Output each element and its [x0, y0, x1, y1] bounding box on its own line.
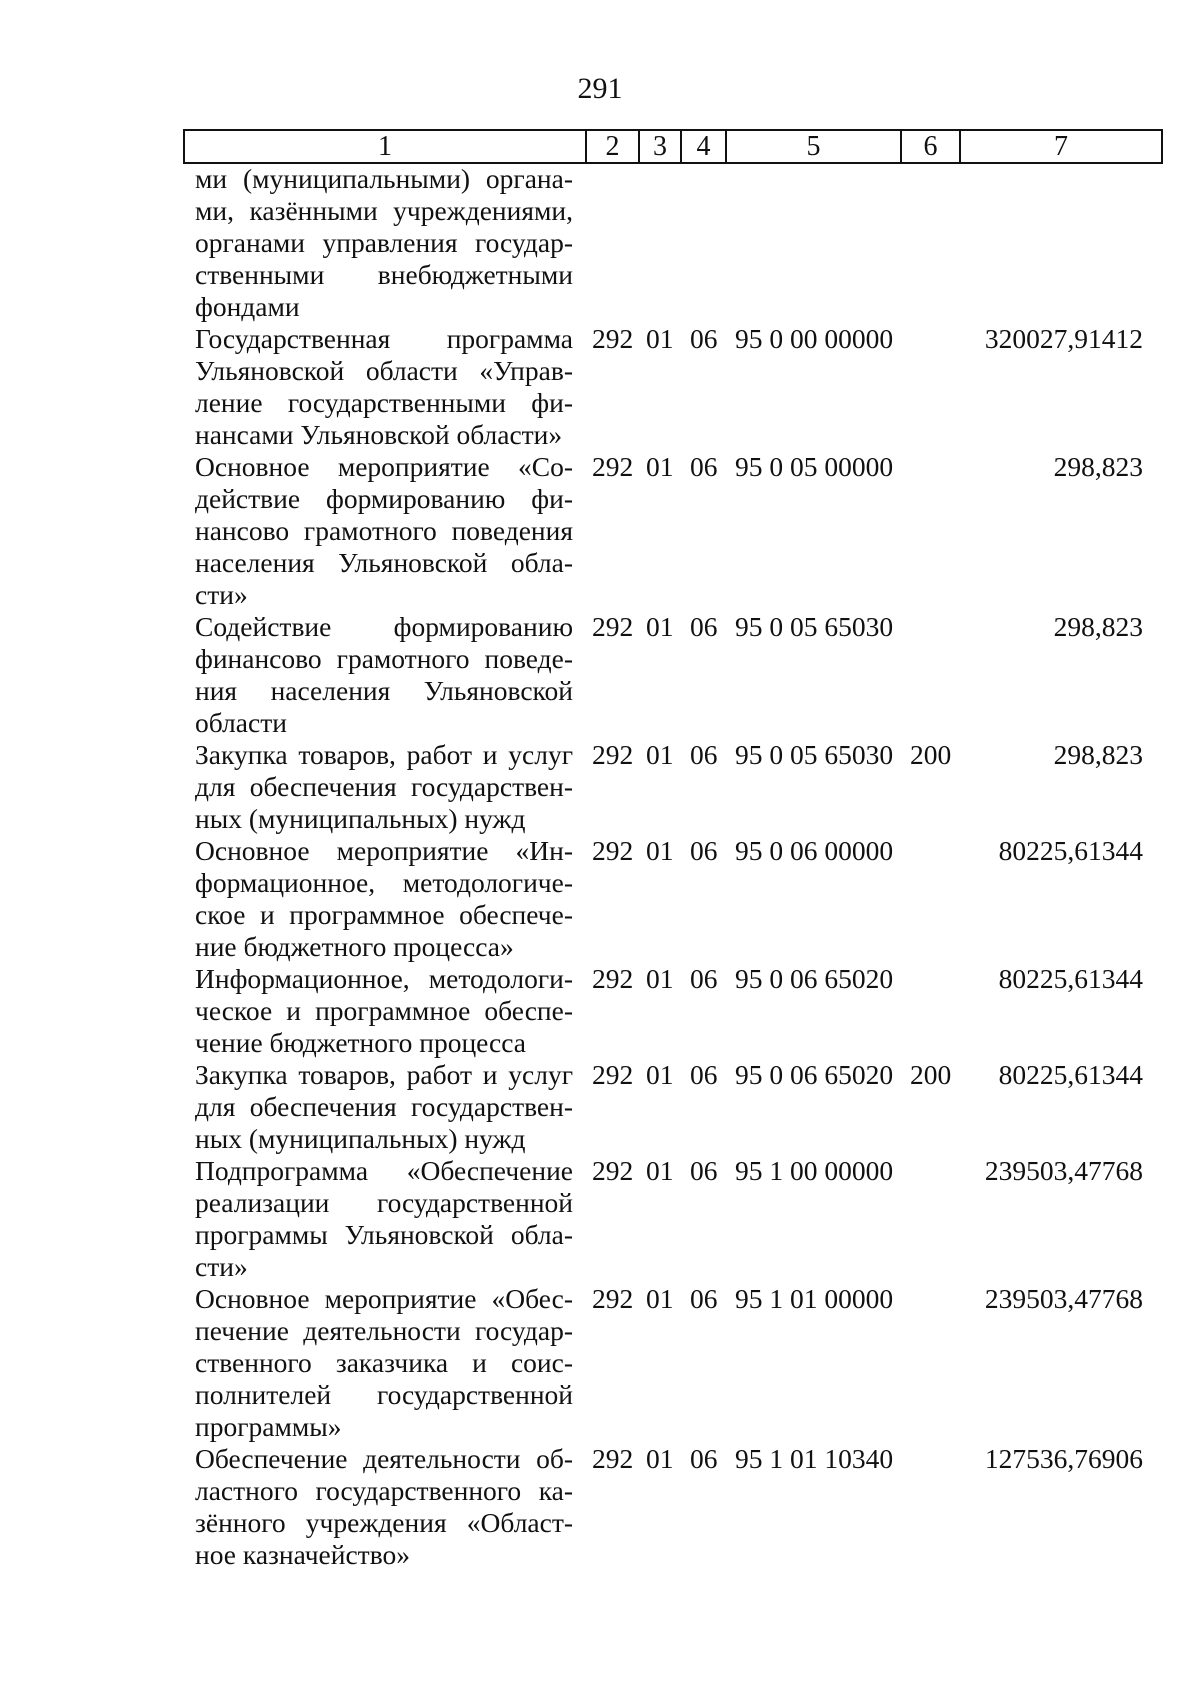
row-name-line: действие формированию фи- — [195, 483, 573, 514]
row-name-line: для обеспечения государствен- — [195, 1091, 573, 1122]
cell-col-5: 95 0 06 65020 — [735, 1059, 894, 1090]
table-header — [183, 129, 1163, 164]
row-name-line: ных (муниципальных) нужд — [195, 1123, 526, 1154]
row-name-line: ственными внебюджетными — [195, 259, 573, 290]
row-name — [195, 163, 573, 323]
row-name-line: нансами Ульяновской области» — [195, 419, 563, 450]
cell-col-4: 06 — [690, 1283, 718, 1314]
cell-col-5: 95 0 05 65030 — [735, 739, 894, 770]
cell-col-2: 292 — [592, 835, 634, 866]
cell-col-2: 292 — [592, 451, 634, 482]
header-col-2: 2 — [605, 131, 620, 162]
page-number: 291 — [577, 72, 623, 105]
cell-col-5: 95 1 01 10340 — [735, 1443, 894, 1474]
table-row — [0, 739, 1200, 835]
row-name — [195, 611, 573, 739]
cell-col-4: 06 — [690, 1443, 718, 1474]
cell-col-4: 06 — [690, 739, 718, 770]
cell-col-2: 292 — [592, 739, 634, 770]
cell-col-5: 95 1 01 00000 — [735, 1283, 894, 1314]
table-row — [0, 835, 1200, 963]
cell-col-7: 298,823 — [1053, 739, 1143, 770]
cell-col-4: 06 — [690, 835, 718, 866]
row-name-line: ское и программное обеспече- — [195, 899, 573, 930]
table-row — [0, 323, 1200, 451]
header-col-4: 4 — [696, 131, 711, 162]
table-row — [0, 1155, 1200, 1283]
cell-col-5: 95 0 05 65030 — [735, 611, 894, 642]
row-name-line: Закупка товаров, работ и услуг — [195, 1059, 573, 1090]
row-name-line: формационное, методологиче- — [195, 867, 573, 898]
row-name-line: сти» — [195, 579, 248, 610]
row-name-line: населения Ульяновской обла- — [195, 547, 573, 578]
cell-col-2: 292 — [592, 1283, 634, 1314]
cell-col-2: 292 — [592, 1155, 634, 1186]
row-name-line: ных (муниципальных) нужд — [195, 803, 526, 834]
table-row — [0, 963, 1200, 1059]
cell-col-7: 298,823 — [1053, 451, 1143, 482]
cell-col-3: 01 — [646, 1059, 674, 1090]
header-col-3: 3 — [653, 131, 667, 162]
row-name-line: Обеспечение деятельности об- — [195, 1443, 573, 1474]
row-name-line: ластного государственного ка- — [195, 1475, 573, 1506]
cell-col-4: 06 — [690, 611, 718, 642]
cell-col-3: 01 — [646, 451, 674, 482]
cell-col-7: 80225,61344 — [998, 835, 1143, 866]
cell-col-3: 01 — [646, 611, 674, 642]
row-name-line: Содействие формированию — [195, 611, 573, 642]
table-row — [0, 611, 1200, 739]
cell-col-7: 239503,47768 — [984, 1155, 1143, 1186]
row-name — [195, 963, 573, 1059]
cell-col-5: 95 1 00 00000 — [735, 1155, 894, 1186]
row-name-line: ние бюджетного процесса» — [195, 931, 514, 962]
row-name-line: ми, казёнными учреждениями, — [195, 195, 573, 226]
row-name — [195, 835, 573, 963]
cell-col-6: 200 — [910, 1059, 952, 1090]
cell-col-4: 06 — [690, 451, 718, 482]
row-name-line: чение бюджетного процесса — [195, 1027, 527, 1058]
row-name — [195, 1155, 573, 1283]
cell-col-5: 95 0 06 65020 — [735, 963, 894, 994]
row-name-line: ния населения Ульяновской — [195, 675, 573, 706]
row-name — [195, 1059, 573, 1155]
row-name-line: Основное мероприятие «Обес- — [195, 1283, 573, 1314]
cell-col-7: 239503,47768 — [984, 1283, 1143, 1314]
table-row — [0, 163, 1200, 323]
row-name-line: Информационное, методологи- — [195, 963, 573, 994]
row-name-line: ческое и программное обеспе- — [195, 995, 573, 1026]
row-name-line: Основное мероприятие «Со- — [195, 451, 573, 482]
row-name-line: программы» — [195, 1411, 342, 1442]
cell-col-5: 95 0 06 00000 — [735, 835, 894, 866]
table-row — [0, 1059, 1200, 1155]
cell-col-5: 95 0 00 00000 — [735, 323, 894, 354]
cell-col-6: 200 — [910, 739, 952, 770]
table-row — [0, 1443, 1200, 1571]
cell-col-4: 06 — [690, 323, 718, 354]
row-name — [195, 1443, 573, 1571]
row-name-line: Ульяновской области «Управ- — [195, 355, 573, 386]
row-name-line: для обеспечения государствен- — [195, 771, 573, 802]
cell-col-3: 01 — [646, 1283, 674, 1314]
row-name-line: Основное мероприятие «Ин- — [195, 835, 573, 866]
cell-col-7: 80225,61344 — [998, 1059, 1143, 1090]
table-row — [0, 1283, 1200, 1443]
row-name-line: ми (муниципальными) органа- — [195, 163, 573, 194]
header-col-7: 7 — [1054, 131, 1068, 162]
cell-col-2: 292 — [592, 611, 634, 642]
cell-col-4: 06 — [690, 1155, 718, 1186]
cell-col-7: 298,823 — [1053, 611, 1143, 642]
header-col-6: 6 — [923, 131, 938, 162]
row-name-line: органами управления государ- — [195, 227, 573, 258]
cell-col-4: 06 — [690, 963, 718, 994]
cell-col-5: 95 0 05 00000 — [735, 451, 894, 482]
cell-col-2: 292 — [592, 1059, 634, 1090]
cell-col-2: 292 — [592, 1443, 634, 1474]
row-name-line: реализации государственной — [195, 1187, 573, 1218]
table-row — [0, 451, 1200, 611]
cell-col-7: 80225,61344 — [998, 963, 1143, 994]
row-name-line: Подпрограмма «Обеспечение — [195, 1155, 573, 1186]
row-name-line: нансово грамотного поведения — [195, 515, 573, 546]
row-name-line: сти» — [195, 1251, 248, 1282]
row-name-line: Государственная программа — [195, 323, 573, 354]
row-name-line: ное казначейство» — [195, 1539, 410, 1570]
row-name-line: программы Ульяновской обла- — [195, 1219, 573, 1250]
row-name-line: ственного заказчика и соис- — [195, 1347, 573, 1378]
row-name-line: финансово грамотного поведе- — [195, 643, 573, 674]
cell-col-3: 01 — [646, 1155, 674, 1186]
row-name — [195, 1283, 573, 1443]
cell-col-7: 127536,76906 — [984, 1443, 1143, 1474]
cell-col-4: 06 — [690, 1059, 718, 1090]
cell-col-3: 01 — [646, 1443, 674, 1474]
cell-col-2: 292 — [592, 963, 634, 994]
row-name — [195, 451, 573, 611]
row-name-line: фондами — [195, 291, 300, 322]
cell-col-7: 320027,91412 — [984, 323, 1143, 354]
row-name-line: области — [195, 707, 287, 738]
row-name-line: ление государственными фи- — [195, 387, 573, 418]
row-name — [195, 323, 573, 451]
header-col-1: 1 — [378, 131, 392, 162]
cell-col-3: 01 — [646, 323, 674, 354]
row-name-line: зённого учреждения «Област- — [195, 1507, 573, 1538]
cell-col-3: 01 — [646, 963, 674, 994]
row-name-line: Закупка товаров, работ и услуг — [195, 739, 573, 770]
row-name-line: полнителей государственной — [195, 1379, 573, 1410]
header-col-5: 5 — [806, 131, 821, 162]
cell-col-2: 292 — [592, 323, 634, 354]
cell-col-3: 01 — [646, 739, 674, 770]
row-name-line: печение деятельности государ- — [195, 1315, 573, 1346]
row-name — [195, 739, 573, 835]
cell-col-3: 01 — [646, 835, 674, 866]
